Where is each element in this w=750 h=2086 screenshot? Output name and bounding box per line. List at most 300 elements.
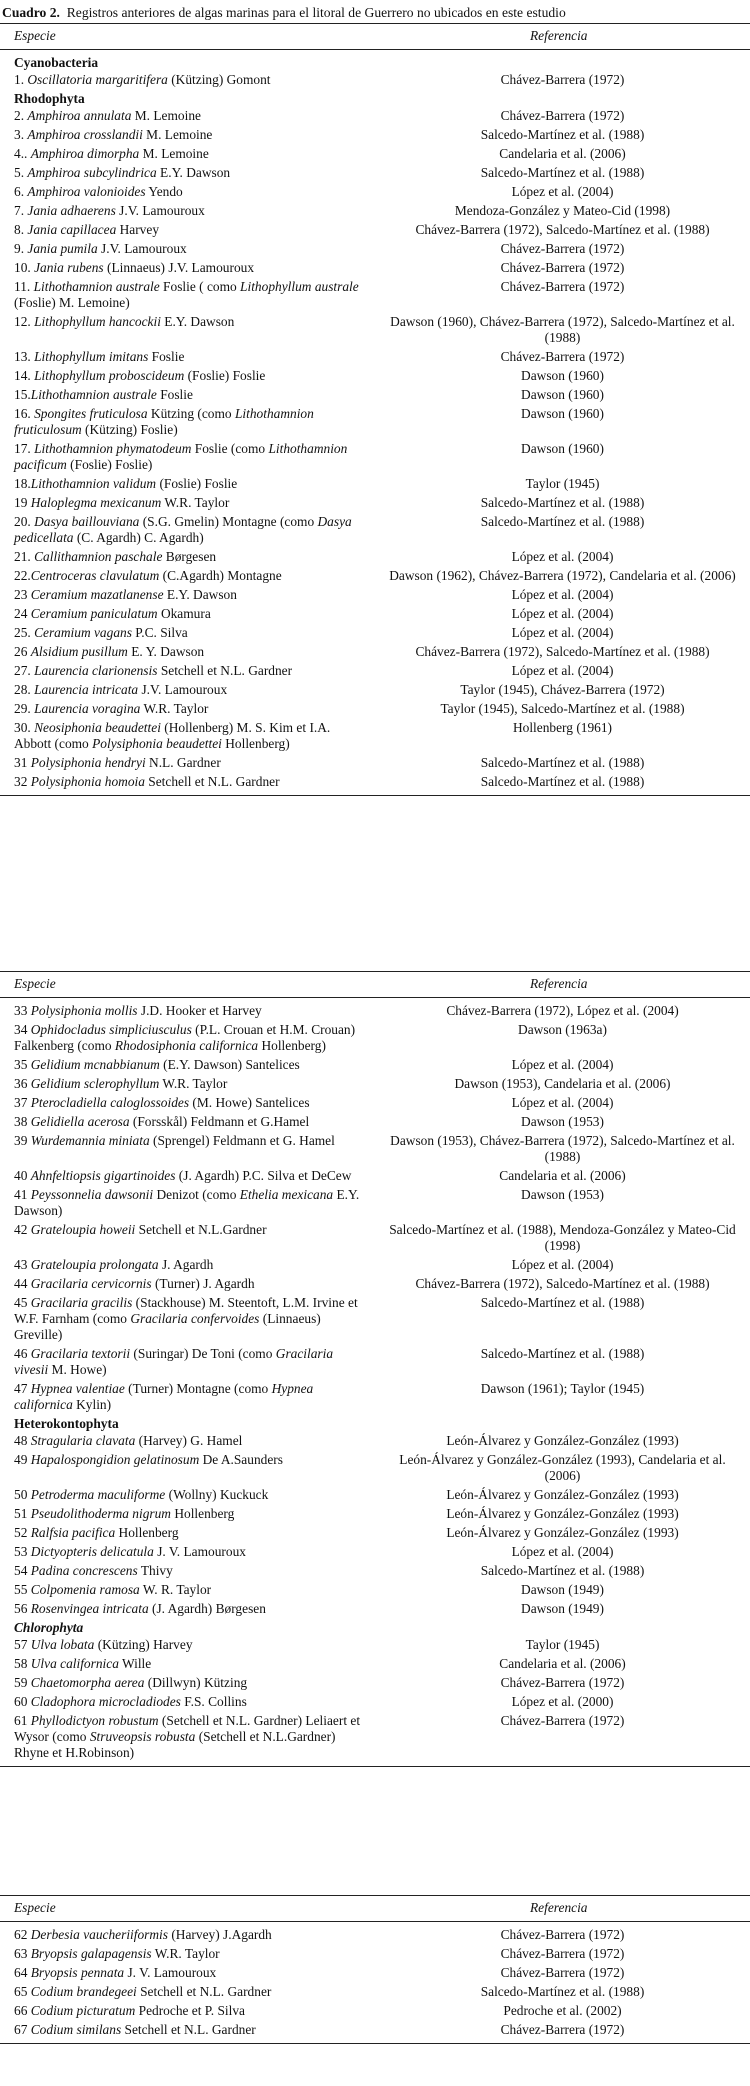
species-authority: J.D. Hooker et Harvey [137,1003,262,1018]
species-authority: 57 [14,1637,31,1652]
table-row [0,1222,750,1254]
species-authority: 31 [14,755,31,770]
species-authority: W.R. Taylor [159,1076,228,1091]
reference-cell: Chávez-Barrera (1972) [500,241,625,256]
species-authority: 64 [14,1965,31,1980]
species-name: Amphiroa crosslandii [27,127,143,142]
species-cell [14,1222,369,1238]
table-row [0,1346,750,1378]
reference-cell: Salcedo-Martínez et al. (1988) [480,1563,645,1578]
table-row [0,72,750,88]
species-authority: Thivy [137,1563,173,1578]
species-authority: 28. [14,682,35,697]
reference-cell: Taylor (1945) [525,1637,600,1652]
table-row [0,1452,750,1484]
table-row [0,1276,750,1292]
species-authority: (Foslie) Foslie [184,368,266,383]
species-authority: Setchell et N.L.Gardner [135,1222,267,1237]
table-row [0,203,750,219]
species-name: Ahnfeltiopsis gigartinoides [30,1168,176,1183]
table-row [0,1946,750,1962]
species-cell [14,1276,369,1292]
table-row [0,184,750,200]
species-authority: (Wollny) Kuckuck [165,1487,269,1502]
species-name: Hypnea californica [14,1381,314,1412]
species-authority: 15. [14,387,31,402]
species-name: Spongites fruticulosa [34,406,148,421]
reference-cell: Taylor (1945), Salcedo-Martínez et al. (1988) [440,701,685,716]
table-row [0,1601,750,1617]
species-name: Lithothamnion phymatodeum [34,441,192,456]
species-authority: (Harvey) G. Hamel [135,1433,243,1448]
species-cell [14,625,369,641]
species-name: Laurencia clarionensis [34,663,158,678]
reference-cell: Dawson (1953), Candelaria et al. (2006) [454,1076,671,1091]
reference-cell: López et al. (2004) [511,184,614,199]
section-bottom-rule [0,2043,750,2044]
species-cell [14,1544,369,1560]
table-row [0,1637,750,1653]
species-authority: (J. Agardh) P.C. Silva et DeCew [175,1168,352,1183]
table-row [0,146,750,162]
species-authority: 20. [14,514,35,529]
reference-cell: López et al. (2004) [511,1095,614,1110]
species-authority: (Setchell et N.L.Gardner) Rhyne et H.Robinson) [14,1729,336,1760]
species-name: Lithothamnion australe [33,279,160,294]
reference-cell: López et al. (2004) [511,1257,614,1272]
reference-cell: López et al. (2004) [511,587,614,602]
species-name: Ceramium vagans [34,625,132,640]
species-cell [14,1003,369,1019]
species-authority: 58 [14,1656,31,1671]
species-name: Amphiroa dimorpha [30,146,140,161]
species-authority: M. Howe) [48,1362,107,1377]
species-name: Pterocladiella caloglossoides [30,1095,190,1110]
species-authority: (J. Agardh) Børgesen [148,1601,266,1616]
species-name: Ulva lobata [30,1637,95,1652]
species-authority: Wille [118,1656,152,1671]
table-row [0,1713,750,1761]
species-authority: 21. [14,549,35,564]
group-heading: Rhodophyta [14,91,85,106]
species-authority: 27. [14,663,35,678]
species-name: Lithophyllum australe [240,279,359,294]
reference-cell: Chávez-Barrera (1972) [500,1927,625,1942]
species-cell [14,1452,369,1468]
table-row [0,720,750,752]
species-authority: (Kützing) Gomont [167,72,271,87]
species-name: Laurencia intricata [34,682,139,697]
header-bottom-rule [0,49,750,50]
species-authority: Setchell et N.L. Gardner [136,1984,272,1999]
reference-cell: Hollenberg (1961) [512,720,613,735]
table-row [0,1114,750,1130]
reference-cell: Salcedo-Martínez et al. (1988) [480,495,645,510]
table-row [0,1694,750,1710]
table-row [0,1525,750,1541]
species-authority: 62 [14,1927,31,1942]
species-cell [14,568,369,584]
species-authority: 19 [14,495,31,510]
reference-cell: Dawson (1961); Taylor (1945) [480,1381,645,1396]
reference-cell: Taylor (1945) [525,476,600,491]
table-row [0,1487,750,1503]
species-authority: W. R. Taylor [139,1582,212,1597]
species-authority: 43 [14,1257,31,1272]
species-name: Bryopsis pennata [30,1965,125,1980]
table-row [0,1295,750,1343]
species-name: Cladophora microcladiodes [30,1694,181,1709]
reference-cell: Dawson (1953) [521,1114,604,1129]
species-name: Pseudolithoderma nigrum [30,1506,171,1521]
reference-cell: Dawson (1960) [521,368,604,383]
species-cell [14,441,369,473]
species-cell [14,755,369,771]
species-name: Gelidiella acerosa [30,1114,130,1129]
table-row [0,1057,750,1073]
species-cell [14,663,369,679]
species-name: Chaetomorpha aerea [30,1675,145,1690]
table-row [0,314,750,346]
species-authority: (Hollenberg) M. S. Kim et I.A. Abbott (como [14,720,331,751]
species-authority: 25. [14,625,35,640]
species-name: Polysiphonia hendryi [30,755,146,770]
species-authority: 38 [14,1114,31,1129]
species-name: Jania rubens [34,260,104,275]
species-cell [14,314,369,330]
table-row [0,774,750,790]
species-authority: (C. Agardh) C. Agardh) [73,530,204,545]
species-authority: M. Lemoine [142,127,213,142]
species-name: Alsidium pusillum [30,644,128,659]
species-authority: J.V. Lamouroux [138,682,228,697]
species-name: Gracilaria gracilis [30,1295,133,1310]
reference-cell: Candelaria et al. (2006) [499,146,626,161]
species-name: Colpomenia ramosa [30,1582,140,1597]
species-cell [14,1187,369,1219]
reference-cell: Chávez-Barrera (1972) [500,108,625,123]
species-authority: 22. [14,568,31,583]
species-authority: Kützing (como [147,406,235,421]
species-name: Grateloupia prolongata [30,1257,159,1272]
species-authority: Hollenberg [115,1525,179,1540]
species-cell [14,349,369,365]
species-name: Hypnea valentiae [30,1381,125,1396]
species-name: Ethelia mexicana [239,1187,334,1202]
species-authority: 11. [14,279,34,294]
species-authority: 1. [14,72,28,87]
reference-cell: Dawson (1960) [521,406,604,421]
species-cell [14,549,369,565]
species-authority: 60 [14,1694,31,1709]
species-authority: 66 [14,2003,31,2018]
species-name: Jania adhaerens [27,203,116,218]
species-authority: J.V. Lamouroux [97,241,187,256]
species-authority: (E.Y. Dawson) Santelices [159,1057,300,1072]
species-authority: 35 [14,1057,31,1072]
reference-cell: Dawson (1960), Chávez-Barrera (1972), Salcedo-Martínez et al. (1988) [390,314,735,345]
species-authority: 54 [14,1563,31,1578]
reference-cell: Chávez-Barrera (1972) [500,349,625,364]
species-authority: 36 [14,1076,31,1091]
reference-cell: López et al. (2004) [511,549,614,564]
species-authority: E.Y. Dawson [156,165,231,180]
species-name: Jania capillacea [27,222,117,237]
species-authority: 9. [14,241,28,256]
species-authority: 39 [14,1133,31,1148]
table-row [0,241,750,257]
species-cell [14,1563,369,1579]
table-row [0,1022,750,1054]
species-authority: Foslie ( como [159,279,241,294]
table-row [0,644,750,660]
species-authority: 42 [14,1222,31,1237]
species-authority: (Harvey) J.Agardh [168,1927,272,1942]
reference-cell: Chávez-Barrera (1972), Salcedo-Martínez et al. (1988) [415,222,710,237]
species-authority: Foslie [156,387,193,402]
reference-cell: Salcedo-Martínez et al. (1988) [480,514,645,529]
species-name: Ralfsia pacifica [30,1525,116,1540]
section-top-rule [0,1895,750,1896]
species-authority: (C.Agardh) Montagne [159,568,282,583]
table-row [0,495,750,511]
species-authority: 23 [14,587,31,602]
species-authority: 48 [14,1433,31,1448]
reference-cell: Salcedo-Martínez et al. (1988) [480,1984,645,1999]
table-row [0,165,750,181]
species-cell [14,1114,369,1130]
species-authority: De A.Saunders [199,1452,283,1467]
species-authority: J. Agardh [158,1257,214,1272]
species-authority: N.L. Gardner [145,755,221,770]
species-authority: E.Y. Dawson [160,314,235,329]
table-row [0,1656,750,1672]
species-cell [14,476,369,492]
reference-cell: Chávez-Barrera (1972) [500,72,625,87]
species-authority: (Forsskål) Feldmann et G.Hamel [129,1114,310,1129]
species-authority: 33 [14,1003,31,1018]
reference-cell: Chávez-Barrera (1972) [500,260,625,275]
species-authority: (Kützing) Harvey [94,1637,193,1652]
species-authority: (Kützing) Foslie) [81,422,178,437]
group-heading: Heterokontophyta [14,1416,119,1431]
species-name: Amphiroa subcylindrica [27,165,157,180]
reference-cell: López et al. (2004) [511,663,614,678]
species-authority: (Foslie) Foslie) [66,457,153,472]
reference-cell: Chávez-Barrera (1972) [500,1675,625,1690]
species-authority: 45 [14,1295,31,1310]
reference-cell: Dawson (1960) [521,441,604,456]
species-authority: P.C. Silva [131,625,188,640]
species-cell [14,203,369,219]
species-cell [14,720,369,752]
table-row [0,222,750,238]
species-name: Haloplegma mexicanum [30,495,162,510]
species-name: Rosenvingea intricata [30,1601,149,1616]
species-name: Derbesia vaucheriiformis [30,1927,168,1942]
species-name: Grateloupia howeii [30,1222,136,1237]
species-authority: 53 [14,1544,31,1559]
species-authority: 13. [14,349,35,364]
reference-cell: León-Álvarez y González-González (1993) [446,1506,679,1521]
table-row [0,349,750,365]
species-cell [14,1637,369,1653]
species-cell [14,146,369,162]
species-cell [14,1095,369,1111]
species-name: Neosiphonia beaudettei [34,720,161,735]
species-name: Amphiroa valonioides [27,184,146,199]
species-name: Bryopsis galapagensis [30,1946,152,1961]
species-authority: (Linnaeus) J.V. Lamouroux [103,260,255,275]
reference-cell: Mendoza-González y Mateo-Cid (1998) [454,203,671,218]
species-cell [14,1133,369,1149]
header-species: Especie [14,28,56,43]
species-authority: M. Lemoine [131,108,201,123]
species-authority: 4.. [14,146,31,161]
reference-cell: Dawson (1953) [521,1187,604,1202]
species-name: Ceramium paniculatum [30,606,158,621]
species-name: Gelidium mcnabbianum [30,1057,160,1072]
species-name: Gelidium sclerophyllum [30,1076,160,1091]
species-cell [14,1257,369,1273]
reference-cell: López et al. (2004) [511,1057,614,1072]
species-authority: 55 [14,1582,31,1597]
species-name: Peyssonnelia dawsonii [30,1187,154,1202]
species-authority: (M. Howe) Santelices [189,1095,310,1110]
species-name: Polysiphonia beaudettei [92,736,222,751]
species-cell [14,241,369,257]
species-cell [14,1946,369,1962]
species-authority: Setchell et N.L. Gardner [157,663,293,678]
species-authority: 29. [14,701,35,716]
species-cell [14,1927,369,1943]
species-authority: Harvey [116,222,160,237]
species-cell [14,587,369,603]
table-row [0,1984,750,2000]
table-row [0,2003,750,2019]
table-row [0,755,750,771]
species-name: Phyllodictyon robustum [30,1713,159,1728]
reference-cell: Dawson (1953), Chávez-Barrera (1972), Salcedo-Martínez et al. (1988) [390,1133,735,1164]
reference-cell: Chávez-Barrera (1972), Salcedo-Martínez et al. (1988) [415,1276,710,1291]
species-name: Padina concrescens [30,1563,138,1578]
table-row [0,1544,750,1560]
species-authority: E.Y. Dawson [163,587,237,602]
reference-cell: Chávez-Barrera (1972) [500,279,625,294]
reference-cell: Chávez-Barrera (1972) [500,2022,625,2037]
species-cell [14,682,369,698]
table-caption [2,4,747,21]
table-row [0,476,750,492]
species-authority: M. Lemoine [139,146,209,161]
species-cell [14,1487,369,1503]
section-bottom-rule [0,1766,750,1767]
species-cell [14,165,369,181]
caption-label: Cuadro 2. [2,5,60,20]
species-authority: Denizot (como [153,1187,240,1202]
reference-cell: Salcedo-Martínez et al. (1988) [480,1346,645,1361]
species-name: Dasya pedicellata [14,514,352,545]
reference-cell: Salcedo-Martínez et al. (1988) [480,774,645,789]
species-cell [14,495,369,511]
species-cell [14,108,369,124]
species-authority: 44 [14,1276,31,1291]
species-authority: 34 [14,1022,31,1037]
reference-cell: Candelaria et al. (2006) [499,1656,626,1671]
species-name: Codium picturatum [30,2003,136,2018]
species-authority: Børgesen [162,549,217,564]
species-authority: (Foslie) Foslie [156,476,238,491]
reference-cell: Dawson (1949) [521,1582,604,1597]
species-authority: 5. [14,165,28,180]
species-authority: Pedroche et P. Silva [135,2003,245,2018]
species-authority: E.Y. Dawson) [14,1187,360,1218]
species-authority: W.R. Taylor [140,701,209,716]
reference-cell: López et al. (2000) [511,1694,614,1709]
species-authority: 67 [14,2022,31,2037]
species-name: Amphiroa annulata [27,108,132,123]
table-row [0,1582,750,1598]
species-name: Petroderma maculiforme [30,1487,166,1502]
species-cell [14,127,369,143]
species-cell [14,1076,369,1092]
species-name: Oscillatoria margaritifera [27,72,168,87]
species-authority: Hollenberg [170,1506,235,1521]
species-authority: 51 [14,1506,31,1521]
species-authority: Kylin) [72,1397,112,1412]
table-row [0,1187,750,1219]
species-name: Polysiphonia mollis [30,1003,138,1018]
table-row [0,1133,750,1165]
species-cell [14,1022,369,1054]
species-authority: Okamura [157,606,211,621]
species-cell [14,406,369,438]
species-cell [14,644,369,660]
species-authority: 7. [14,203,28,218]
species-authority: 2. [14,108,28,123]
species-cell [14,1525,369,1541]
reference-cell: León-Álvarez y González-González (1993) [446,1487,679,1502]
table-row [0,514,750,546]
species-name: Wurdemannia miniata [30,1133,150,1148]
species-authority: 12. [14,314,35,329]
species-cell [14,387,369,403]
reference-cell: Dawson (1960) [521,387,604,402]
species-authority: 46 [14,1346,31,1361]
species-authority: 26 [14,644,31,659]
species-name: Gracilaria textorii [30,1346,131,1361]
species-name: Lithothamnion pacificum [14,441,348,472]
table-row [0,1168,750,1184]
reference-cell: López et al. (2004) [511,1544,614,1559]
species-name: Dasya baillouviana [34,514,140,529]
species-authority: 6. [14,184,28,199]
table-row [0,2022,750,2038]
reference-cell: Salcedo-Martínez et al. (1988) [480,755,645,770]
species-authority: (Suringar) De Toni (como [130,1346,276,1361]
table-row [0,663,750,679]
species-authority: (S.G. Gmelin) Montagne (como [139,514,318,529]
species-cell [14,1675,369,1691]
species-name: Codium similans [30,2022,122,2037]
table-row [0,1433,750,1449]
species-authority: (Setchell et N.L. Gardner) Leliaert et Wysor (como [14,1713,361,1744]
table-row [0,127,750,143]
species-authority: 10. [14,260,35,275]
table-row [0,606,750,622]
reference-cell: Taylor (1945), Chávez-Barrera (1972) [460,682,665,697]
species-cell [14,1965,369,1981]
